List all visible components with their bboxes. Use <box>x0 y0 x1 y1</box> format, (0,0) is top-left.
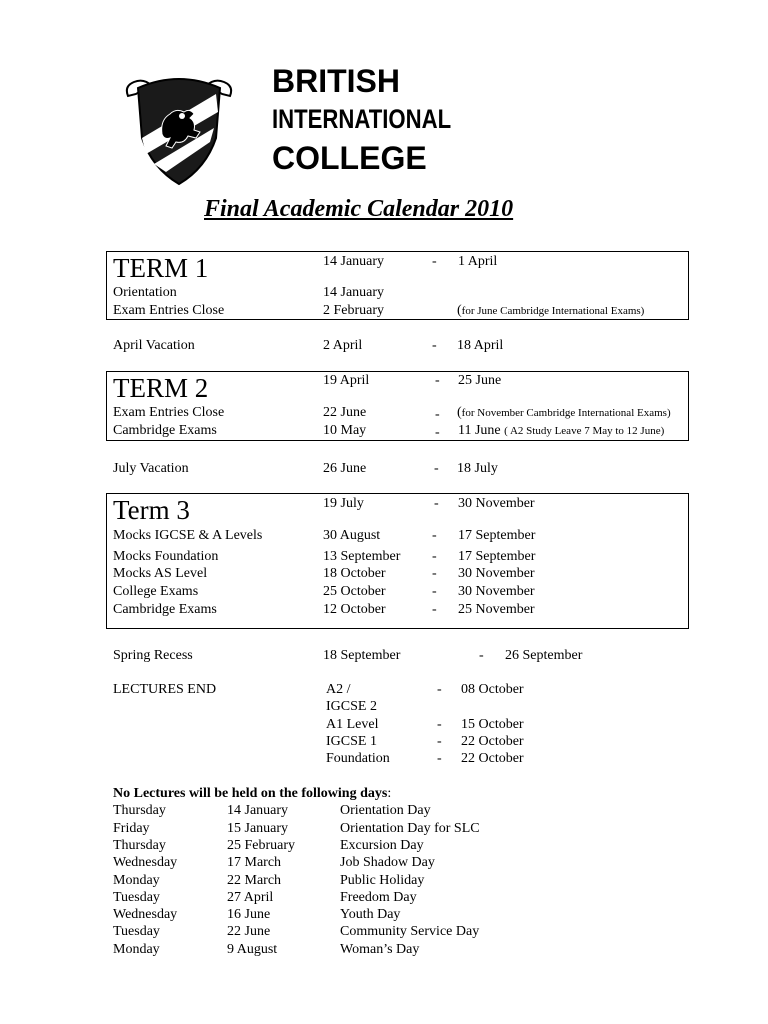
term2-dash: - <box>435 373 440 388</box>
college-name-line3: COLLEGE <box>272 140 427 176</box>
no-lectures-event: Freedom Day <box>340 890 417 905</box>
no-lectures-event: Excursion Day <box>340 838 424 853</box>
lectures-end-date: 08 October <box>461 682 524 697</box>
lectures-end-dash: - <box>437 751 442 766</box>
no-lectures-day: Tuesday <box>113 890 160 905</box>
no-lectures-date: 22 March <box>227 873 282 888</box>
no-lectures-date: 9 August <box>227 942 278 957</box>
no-lectures-event: Community Service Day <box>340 924 480 939</box>
page-title: Final Academic Calendar 2010 <box>204 196 514 222</box>
term3-row-start: 13 September <box>323 549 401 564</box>
term2-exam-entries-date: 22 June <box>323 405 367 420</box>
spring-recess-dash: - <box>479 648 484 663</box>
term1-start: 14 January <box>323 254 385 269</box>
term3-row-end: 30 November <box>458 566 535 581</box>
term3-row-label: Mocks IGCSE & A Levels <box>113 528 263 543</box>
lectures-end-dash: - <box>437 717 442 732</box>
april-vacation-end: 18 April <box>457 338 504 353</box>
no-lectures-day: Friday <box>113 821 150 836</box>
term3-row-start: 30 August <box>323 528 381 543</box>
college-name-line2: INTERNATIONAL <box>272 104 452 134</box>
term1-dash: - <box>432 254 437 269</box>
july-vacation-end: 18 July <box>457 461 498 476</box>
no-lectures-day: Wednesday <box>113 855 178 870</box>
term1-heading: TERM 1 <box>113 253 209 283</box>
term3-row-label: Mocks AS Level <box>113 566 208 581</box>
lectures-end-level: IGCSE 1 <box>326 734 377 749</box>
july-vacation-dash: - <box>434 461 439 476</box>
term3-row-dash: - <box>432 566 437 581</box>
no-lectures-event: Youth Day <box>340 907 401 922</box>
lectures-end-dash: - <box>437 734 442 749</box>
lectures-end-level: A1 Level <box>326 717 379 732</box>
spring-recess-label: Spring Recess <box>113 648 193 663</box>
term3-row-end: 17 September <box>458 528 536 543</box>
no-lectures-date: 22 June <box>227 924 271 939</box>
college-name-line1: BRITISH <box>272 63 400 99</box>
no-lectures-date: 27 April <box>227 890 274 905</box>
spring-recess-start: 18 September <box>323 648 401 663</box>
term1-exam-entries-date: 2 February <box>323 303 385 318</box>
term2-heading: TERM 2 <box>113 373 209 403</box>
term2-cambridge-dash: - <box>435 425 440 440</box>
lectures-end-level: Foundation <box>326 751 390 766</box>
no-lectures-date: 16 June <box>227 907 271 922</box>
lectures-end-label: LECTURES END <box>113 682 217 697</box>
term3-dash: - <box>434 496 439 511</box>
april-vacation-start: 2 April <box>323 338 363 353</box>
term3-row-dash: - <box>432 584 437 599</box>
term1-exam-entries-label: Exam Entries Close <box>113 303 225 318</box>
no-lectures-day: Wednesday <box>113 907 178 922</box>
term1-orientation-date: 14 January <box>323 285 385 300</box>
term1-exam-entries-note: (for June Cambridge International Exams) <box>457 303 645 318</box>
term2-exam-entries-dash: - <box>435 407 440 422</box>
lectures-end-date: 22 October <box>461 734 524 749</box>
no-lectures-day: Thursday <box>113 838 166 853</box>
term3-row-start: 25 October <box>323 584 386 599</box>
term3-row-end: 25 November <box>458 602 535 617</box>
lectures-end-date: 22 October <box>461 751 524 766</box>
term3-row-dash: - <box>432 602 437 617</box>
no-lectures-event: Woman’s Day <box>340 942 420 957</box>
april-vacation-label: April Vacation <box>113 338 195 353</box>
term3-row-label: College Exams <box>113 584 199 599</box>
no-lectures-event: Orientation Day <box>340 803 431 818</box>
term3-row-dash: - <box>432 549 437 564</box>
term3-row-start: 18 October <box>323 566 386 581</box>
term3-row-dash: - <box>432 528 437 543</box>
term3-row-end: 17 September <box>458 549 536 564</box>
term3-row-label: Cambridge Exams <box>113 602 217 617</box>
no-lectures-day: Monday <box>113 873 160 888</box>
term2-cambridge-date: 10 May <box>323 423 367 438</box>
term1-end: 1 April <box>458 254 498 269</box>
april-vacation-dash: - <box>432 338 437 353</box>
no-lectures-event: Public Holiday <box>340 873 425 888</box>
no-lectures-day: Thursday <box>113 803 166 818</box>
term3-start: 19 July <box>323 496 364 511</box>
term2-cambridge-label: Cambridge Exams <box>113 423 217 438</box>
lectures-end-date: 15 October <box>461 717 524 732</box>
term1-orientation-label: Orientation <box>113 285 177 300</box>
july-vacation-start: 26 June <box>323 461 367 476</box>
term3-row-start: 12 October <box>323 602 386 617</box>
spring-recess-end: 26 September <box>505 648 583 663</box>
term2-cambridge-end: 11 June ( A2 Study Leave 7 May to 12 June) <box>458 423 665 438</box>
no-lectures-date: 14 January <box>227 803 289 818</box>
no-lectures-event: Orientation Day for SLC <box>340 821 480 836</box>
no-lectures-day: Monday <box>113 942 160 957</box>
term2-end: 25 June <box>458 373 502 388</box>
term3-heading: Term 3 <box>113 495 190 525</box>
no-lectures-date: 25 February <box>227 838 296 853</box>
term3-row-label: Mocks Foundation <box>113 549 219 564</box>
no-lectures-event: Job Shadow Day <box>340 855 435 870</box>
term2-exam-entries-label: Exam Entries Close <box>113 405 225 420</box>
no-lectures-date: 17 March <box>227 855 282 870</box>
lectures-end-level: IGCSE 2 <box>326 699 377 714</box>
no-lectures-date: 15 January <box>227 821 289 836</box>
july-vacation-label: July Vacation <box>113 461 189 476</box>
lectures-end-level: A2 / <box>326 682 351 697</box>
no-lectures-day: Tuesday <box>113 924 160 939</box>
term2-start: 19 April <box>323 373 370 388</box>
term3-end: 30 November <box>458 496 535 511</box>
college-crest-logo <box>124 68 234 188</box>
lectures-end-dash: - <box>437 682 442 697</box>
term2-exam-entries-note: (for November Cambridge International Exams) <box>457 405 671 420</box>
term3-row-end: 30 November <box>458 584 535 599</box>
no-lectures-heading: No Lectures will be held on the following days: <box>113 786 392 801</box>
